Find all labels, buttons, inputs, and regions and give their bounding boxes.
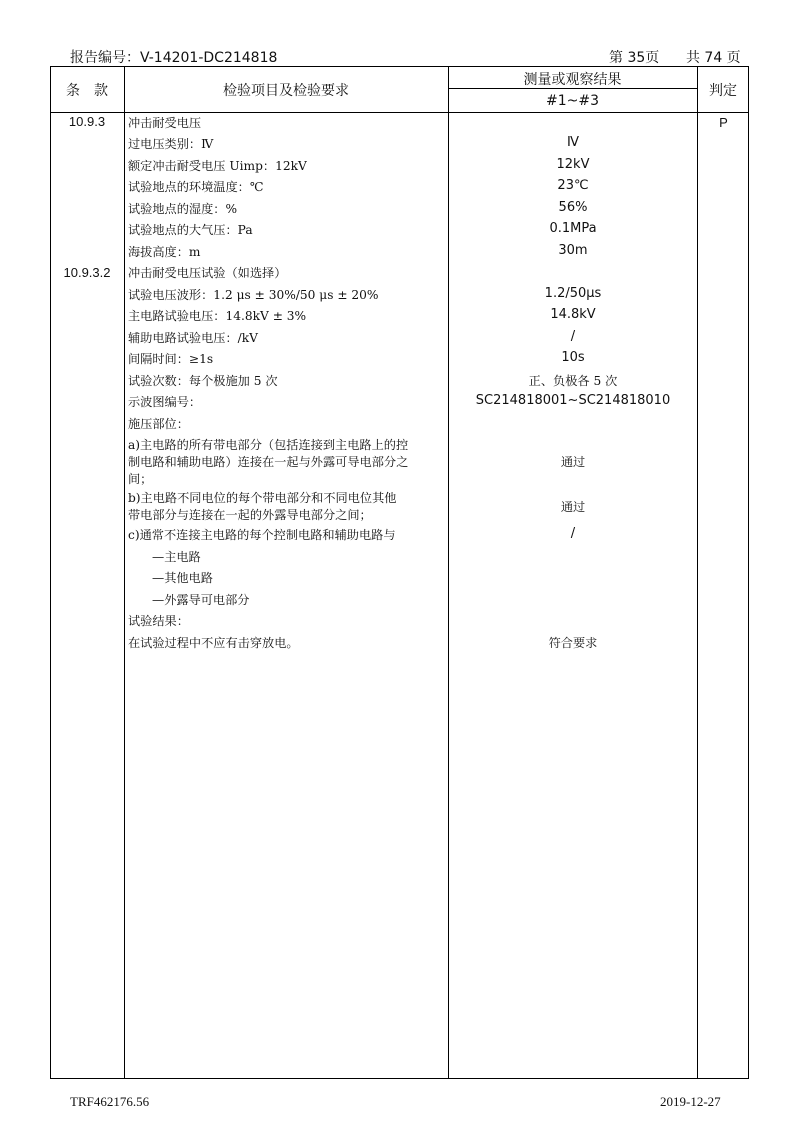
result-cell: / — [570, 526, 576, 541]
report-number: 报告编号：V-14201-DC214818 — [70, 50, 278, 66]
header-clause: 条 款 — [66, 83, 108, 99]
result-cell: 通过 — [560, 500, 586, 514]
item-row: 试验地点的环境温度：℃ — [128, 180, 264, 194]
para-b-line: b)主电路不同电位的每个带电部分和不同电位其他 — [128, 491, 397, 505]
item-row: 辅助电路试验电压：/kV — [128, 331, 258, 345]
item-row: 试验地点的湿度：% — [128, 202, 238, 216]
header-result: 测量或观察结果 — [523, 72, 622, 88]
para-c-line: c)通常不连接主电路的每个控制电路和辅助电路与 — [128, 528, 396, 542]
sub-item: —外露导可电部分 — [152, 593, 250, 607]
result-cell: 通过 — [560, 455, 586, 469]
footer-form-code: TRF462176.56 — [70, 1094, 150, 1109]
col-divider-2 — [448, 66, 449, 1079]
item-row: 额定冲击耐受电压 Uimp：12kV — [128, 159, 307, 173]
result-cell: Ⅳ — [567, 135, 579, 150]
result-cell: 56% — [558, 200, 588, 215]
result-cell: / — [570, 329, 576, 344]
item-row: 间隔时间：≥1s — [128, 352, 214, 366]
para-a-line: 制电路和辅助电路）连接在一起与外露可导电部分之 — [128, 455, 409, 469]
item-row: 试验次数：每个极施加 5 次 — [128, 374, 278, 388]
sub-item: —其他电路 — [152, 571, 213, 585]
verdict-value: P — [719, 115, 728, 130]
result-cell: 12kV — [556, 157, 590, 172]
final-requirement: 在试验过程中不应有击穿放电。 — [128, 636, 299, 650]
clause-10-9-3-2: 10.9.3.2 — [63, 265, 111, 280]
item-row: 试验地点的大气压：Pa — [128, 223, 253, 237]
footer-date: 2019-12-27 — [660, 1094, 721, 1109]
sub-item: —主电路 — [152, 550, 201, 564]
result-cell: 30m — [558, 243, 588, 258]
result-cell: 正、负极各 5 次 — [528, 374, 618, 388]
final-result: 符合要求 — [548, 636, 598, 650]
item-row: 冲击耐受电压 — [128, 116, 202, 130]
col-divider-1 — [124, 66, 125, 1079]
result-cell: 23℃ — [557, 178, 589, 193]
para-a-line: 间； — [128, 472, 153, 486]
header-item: 检验项目及检验要求 — [223, 83, 349, 99]
item-row: 试验电压波形：1.2 μs ± 30%/50 μs ± 20% — [128, 288, 379, 302]
result-cell: 0.1MPa — [549, 221, 597, 236]
item-row: 过电压类别：Ⅳ — [128, 137, 214, 151]
test-result-label: 试验结果： — [128, 614, 189, 628]
item-row: 主电路试验电压：14.8kV ± 3% — [128, 309, 307, 323]
col-divider-3 — [697, 66, 698, 1079]
result-cell: 1.2/50μs — [544, 286, 602, 301]
header-sample: #1~#3 — [545, 93, 599, 109]
para-b-line: 带电部分与连接在一起的外露导电部分之间； — [128, 508, 372, 522]
header-verdict: 判定 — [709, 83, 737, 99]
item-row: 示波图编号： — [128, 395, 202, 409]
result-cell: 10s — [561, 350, 585, 365]
clause-10-9-3: 10.9.3 — [68, 114, 106, 129]
header-bottom-line — [50, 112, 749, 113]
result-cell: SC214818001~SC214818010 — [475, 393, 671, 408]
item-row: 施压部位： — [128, 417, 189, 431]
para-a-line: a)主电路的所有带电部分（包括连接到主电路上的控 — [128, 438, 409, 452]
page-number: 第 35页 共 74 页 — [609, 50, 741, 66]
result-cell: 14.8kV — [550, 307, 596, 322]
item-row: 冲击耐受电压试验（如选择） — [128, 266, 287, 280]
item-row: 海拔高度：m — [128, 245, 201, 259]
